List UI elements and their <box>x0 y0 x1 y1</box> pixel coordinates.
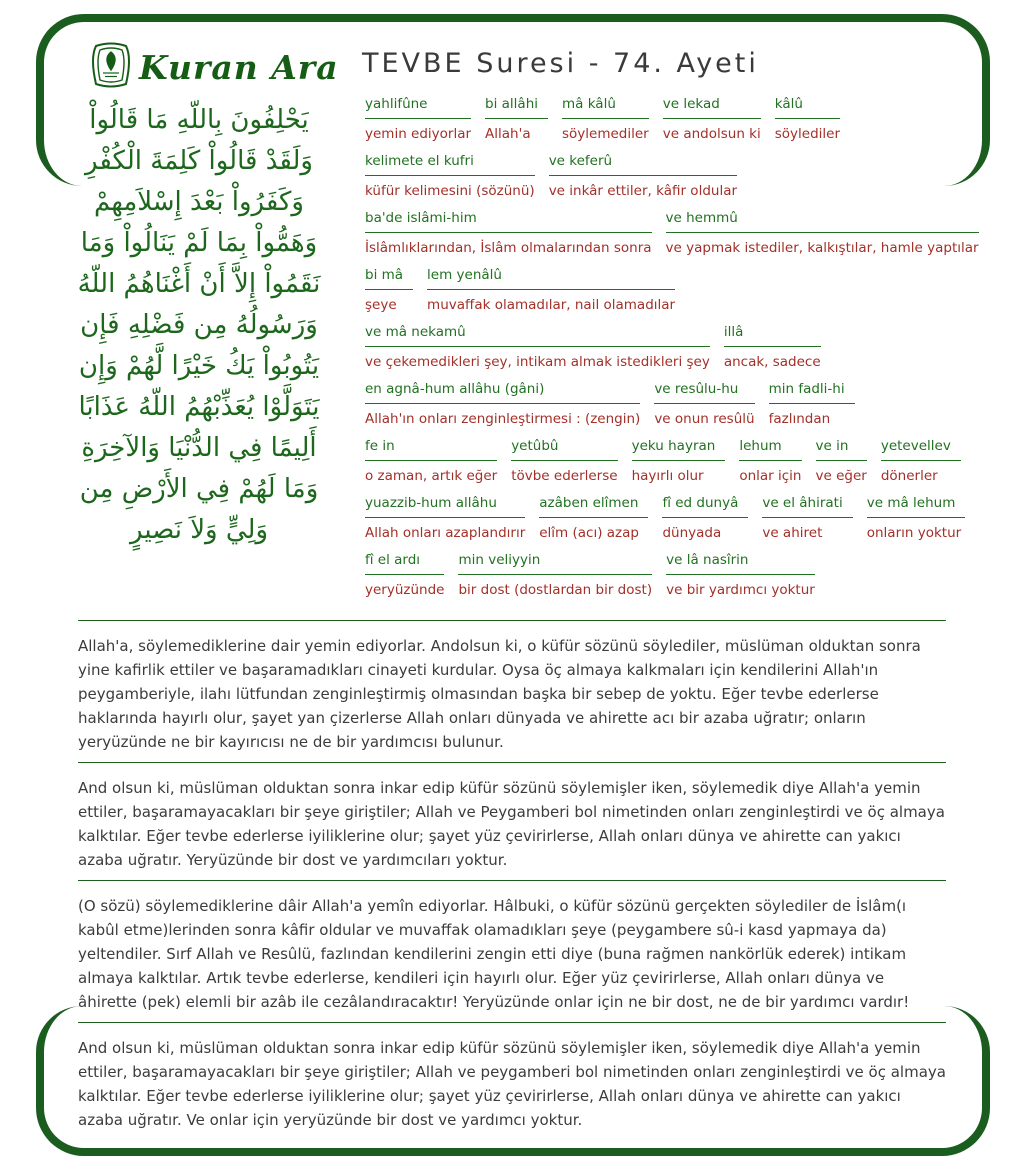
separator-line <box>78 1022 946 1023</box>
word-meaning: söylediler <box>774 126 841 142</box>
word-cell <box>654 381 754 428</box>
word-transliteration: min veliyyin <box>458 552 652 575</box>
word-cell <box>666 210 979 257</box>
word-row <box>365 495 1015 542</box>
word-transliteration: mâ kâlû <box>562 96 649 119</box>
word-transliteration: azâben elîmen <box>539 495 648 518</box>
word-transliteration: ve mâ nekamû <box>365 324 710 347</box>
word-transliteration: min fadli-hi <box>769 381 855 404</box>
word-row <box>365 381 1015 428</box>
word-transliteration: ve in <box>816 438 867 461</box>
word-meaning: ancak, sadece <box>723 354 821 370</box>
word-transliteration: yetevellev <box>881 438 961 461</box>
word-meaning: o zaman, artık eğer <box>365 468 498 484</box>
word-row <box>365 552 1015 599</box>
word-row <box>365 210 1015 257</box>
word-cell <box>365 267 413 314</box>
word-cell <box>365 210 652 257</box>
word-meaning: söylemediler <box>562 126 649 142</box>
word-row <box>365 96 1015 143</box>
arabic-line: يَحْلِفُونَ بِاللّهِ مَا قَالُواْ <box>89 105 309 135</box>
word-cell <box>562 96 649 143</box>
translation-paragraph: And olsun ki, müslüman olduktan sonra inkar edip küfür sözünü söylemişler iken, söylemedik diye Allah'a yemin ettiler, başaramayacakları bir şeye giriştiler; Allah ve Peygamberi bol nimetinden onları zenginleştirdi ve öç almaya kalktılar. Eğer tevbe ederlerse iyiliklerine olur; şayet yüz çevirirlerse, Allah onları dünya ve ahirette can yakıcı azaba uğratır. Yeryüzünde bir dost ve yardımcıları yoktur. <box>78 779 945 869</box>
word-meaning: ve inkâr ettiler, kâfir oldular <box>548 183 738 199</box>
word-meaning: ve eğer <box>815 468 867 484</box>
word-cell <box>762 495 852 542</box>
word-meaning: fazlından <box>768 411 831 427</box>
word-meaning: yemin ediyorlar <box>365 126 472 142</box>
translation-paragraph: (O sözü) söylemediklerine dâir Allah'a yemîn ediyorlar. Hâlbuki, o küfür sözünü gerçekten söylediler de İslâm(ı kabûl etme)lerinden sonra kâfir oldular ve muvaffak olamadıkları şeye (peygambere sû-i kasd yapmaya da) yeltendiler. Sırf Allah ve Resûlü, fazlından kendilerini zengin etti diye (buna rağmen nankörlük ederek) intikam almaya kalktılar. Artık tevbe ederlerse, kendileri için hayırlı olur. Eğer yüz çevirirlerse, Allah onları dünya ve âhirette (pek) elemli bir azâb ile cezâlandıracaktır! Yeryüzünde onlar için ne bir dost, ne de bir yardımcı vardır! <box>78 897 910 1011</box>
arabic-verse <box>64 100 334 551</box>
word-meaning: Allah onları azaplandırır <box>365 525 526 541</box>
word-transliteration: ve lâ nasîrin <box>666 552 815 575</box>
word-transliteration: bi mâ <box>365 267 413 290</box>
word-cell <box>881 438 961 485</box>
word-meaning: muvaffak olamadılar, nail olamadılar <box>427 297 676 313</box>
separator-line <box>78 880 946 881</box>
arabic-line: وَهَمُّواْ بِمَا لَمْ يَنَالُواْ وَمَا <box>80 228 318 258</box>
separator-line <box>78 620 946 621</box>
word-cell <box>365 495 525 542</box>
word-meaning: Allah'a <box>485 126 531 142</box>
word-cell <box>365 96 471 143</box>
word-meaning: hayırlı olur <box>631 468 704 484</box>
arabic-line: وَلَقَدْ قَالُواْ كَلِمَةَ الْكُفْرِ <box>85 146 313 176</box>
word-cell <box>666 552 815 599</box>
word-meaning: ve çekemedikleri şey, intikam almak istedikleri şey <box>365 354 710 370</box>
word-meaning: bir dost (dostlardan bir dost) <box>458 582 653 598</box>
word-cell <box>365 552 444 599</box>
logo-text: Kuran Ara <box>139 47 339 87</box>
separator-line <box>78 762 946 763</box>
word-transliteration: illâ <box>724 324 821 347</box>
arabic-line: وَرَسُولُهُ مِن فَضْلِهِ فَإِن <box>80 310 318 340</box>
quran-book-icon <box>88 40 134 94</box>
word-meaning: tövbe ederlerse <box>511 468 618 484</box>
word-cell <box>662 495 748 542</box>
word-meaning: ve ahiret <box>762 525 823 541</box>
word-meaning: ve yapmak istediler, kalkıştılar, hamle yaptılar <box>665 240 979 256</box>
word-transliteration: kâlû <box>775 96 840 119</box>
word-row <box>365 267 1015 314</box>
site-logo[interactable] <box>88 40 339 94</box>
word-meaning: dönerler <box>880 468 938 484</box>
word-meaning: küfür kelimesini (sözünü) <box>365 183 535 199</box>
word-transliteration: bi allâhi <box>485 96 548 119</box>
word-cell <box>365 381 640 428</box>
word-meaning: şeye <box>365 297 397 313</box>
arabic-line: وَكَفَرُواْ بَعْدَ إِسْلاَمِهِمْ <box>94 187 304 217</box>
word-meaning: onların yoktur <box>866 525 962 541</box>
arabic-line: أَلِيمًا فِي الدُّنْيَا وَالآخِرَةِ <box>81 433 317 463</box>
word-cell <box>365 324 710 371</box>
word-cell <box>769 381 855 428</box>
word-meaning: dünyada <box>662 525 722 541</box>
word-meaning: onlar için <box>739 468 802 484</box>
word-transliteration: ve keferû <box>549 153 737 176</box>
word-cell <box>739 438 801 485</box>
word-row <box>365 324 1015 371</box>
word-cell <box>816 438 867 485</box>
word-cell <box>775 96 840 143</box>
arabic-line: وَمَا لَهُمْ فِي الأَرْضِ مِن <box>79 474 319 504</box>
word-meaning: İslâmlıklarından, İslâm olmalarından sonra <box>365 240 652 256</box>
translation-paragraph: And olsun ki, müslüman olduktan sonra inkar edip küfür sözünü söylemişler iken, söylemedik diye Allah'a yemin ettiler, başaramayacakları bir şeye giriştiler; Allah ve peygamberi bol nimetinden onları zenginleştirdi ve öç almaya kalktılar. Eğer tevbe ederlerse iyiliklerine olur; şayet yüz çevirirlerse, Allah onları dünya ve ahirette can yakıcı azaba uğratır. Ve onlar için yeryüzünde bir dost ve yardımcı yoktur. <box>78 1039 946 1129</box>
word-cell <box>632 438 726 485</box>
word-meaning: yeryüzünde <box>365 582 445 598</box>
word-row <box>365 438 1015 485</box>
word-cell <box>485 96 548 143</box>
word-transliteration: lehum <box>739 438 801 461</box>
word-transliteration: ba'de islâmi-him <box>365 210 652 233</box>
arabic-line: يَتُوبُواْ يَكُ خَيْرًا لَّهُمْ وَإِن <box>78 351 320 381</box>
word-transliteration: yetûbû <box>511 438 617 461</box>
word-cell <box>867 495 966 542</box>
word-transliteration: yeku hayran <box>632 438 726 461</box>
word-transliteration: fe in <box>365 438 497 461</box>
word-cell <box>724 324 821 371</box>
word-transliteration: ve el âhirati <box>762 495 852 518</box>
word-transliteration: fî el ardı <box>365 552 444 575</box>
page-title: TEVBE Suresi - 74. Ayeti <box>362 48 759 79</box>
word-meaning: elîm (acı) azap <box>539 525 639 541</box>
word-transliteration: ve hemmû <box>666 210 979 233</box>
word-transliteration: en agnâ-hum allâhu (gâni) <box>365 381 640 404</box>
word-transliteration: ve lekad <box>663 96 761 119</box>
word-meaning: ve onun resûlü <box>654 411 755 427</box>
arabic-line: يَتَوَلَّوْا يُعَذِّبْهُمُ اللّهُ عَذَابًا <box>78 392 320 422</box>
word-transliteration: fî ed dunyâ <box>662 495 748 518</box>
word-meaning: ve andolsun ki <box>662 126 761 142</box>
word-by-word-table <box>365 96 1015 609</box>
word-cell <box>458 552 652 599</box>
word-cell <box>427 267 675 314</box>
word-meaning: Allah'ın onları zenginleştirmesi : (zengin) <box>365 411 641 427</box>
word-cell <box>539 495 648 542</box>
word-transliteration: yahlifûne <box>365 96 471 119</box>
translations-section <box>78 620 946 1140</box>
word-cell <box>663 96 761 143</box>
word-cell <box>549 153 737 200</box>
word-transliteration: kelimete el kufri <box>365 153 535 176</box>
translation-paragraph: Allah'a, söylemediklerine dair yemin ediyorlar. Andolsun ki, o küfür sözünü söylediler, müslüman olduktan sonra yine kafirlik ettiler ve başaramadıkları cinayeti kurdular. Oysa öç almaya kalkmaları için kendilerini Allah'ın peygamberiyle, ilahı lütfundan zenginleştirmiş olmasından başka bir sebep de yoktu. Eğer tevbe ederlerse haklarında hayırlı olur, şayet yan çizerlerse Allah onları dünyada ve ahirette acı bir azaba uğratır; onların yeryüzünde ne bir kayırıcısı ne de bir yardımcısı bulunur. <box>78 637 921 751</box>
word-cell <box>511 438 617 485</box>
word-transliteration: ve resûlu-hu <box>654 381 754 404</box>
arabic-line: وَلِيٍّ وَلاَ نَصِيرٍ <box>129 515 269 545</box>
word-transliteration: yuazzib-hum allâhu <box>365 495 525 518</box>
word-row <box>365 153 1015 200</box>
word-transliteration: lem yenâlû <box>427 267 675 290</box>
word-cell <box>365 153 535 200</box>
word-meaning: ve bir yardımcı yoktur <box>666 582 815 598</box>
word-cell <box>365 438 497 485</box>
arabic-line: نَقَمُواْ إِلاَّ أَنْ أَغْنَاهُمُ اللّهُ <box>77 269 321 299</box>
word-transliteration: ve mâ lehum <box>867 495 966 518</box>
